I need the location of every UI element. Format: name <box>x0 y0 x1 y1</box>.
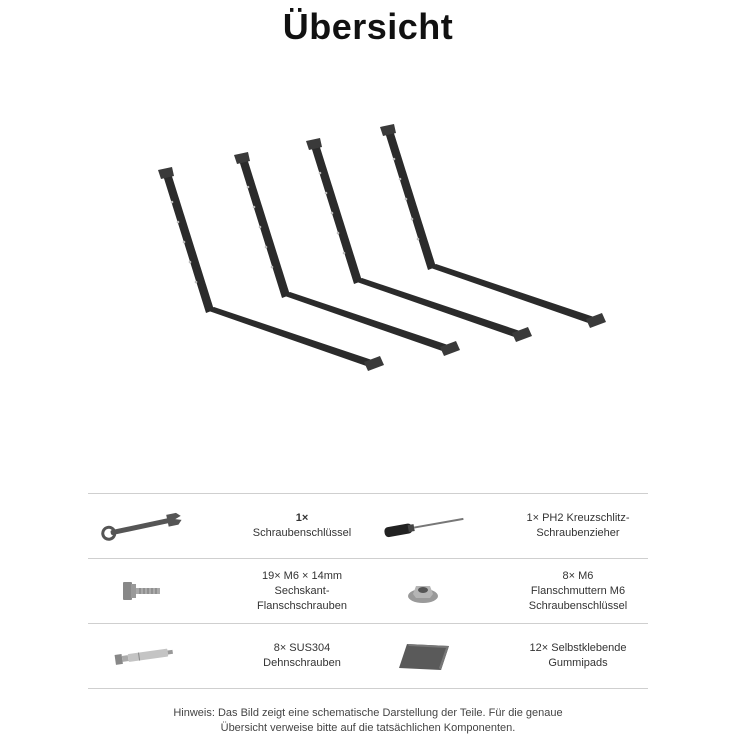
parts-row <box>88 558 648 623</box>
nut-label: 8× M6 Flanschmuttern M6 Schraubenschlüssel <box>528 569 628 612</box>
brackets-illustration <box>140 110 620 390</box>
bolt-label: 19× M6 × 14mm Sechskant- Flanschschrauben <box>257 569 347 612</box>
page-title: Übersicht <box>282 6 454 47</box>
rubber-pad-label: 12× Selbstklebende Gummipads <box>529 642 627 669</box>
wrench-label: 1× Schraubenschlüssel <box>252 512 352 539</box>
hint-note: Hinweis: Das Bild zeigt eine schematische Darstellung der Teile. Für die genaue Übersicht verweise bitte auf die tatsächlichen Komponenten. <box>173 707 563 734</box>
screwdriver-icon <box>368 494 478 558</box>
hex-flange-bolt-icon <box>88 559 198 623</box>
expansion-bolt-label: 8× SUS304 Dehnschrauben <box>263 642 341 669</box>
rubber-pad-icon <box>368 624 478 688</box>
parts-row <box>88 623 648 689</box>
wrench-icon <box>88 494 198 558</box>
flange-nut-icon <box>368 559 478 623</box>
parts-list <box>88 493 648 689</box>
screwdriver-label: 1× PH2 Kreuzschlitz- Schraubenzieher <box>526 512 630 539</box>
expansion-bolt-icon <box>88 624 198 688</box>
parts-row <box>88 493 648 558</box>
